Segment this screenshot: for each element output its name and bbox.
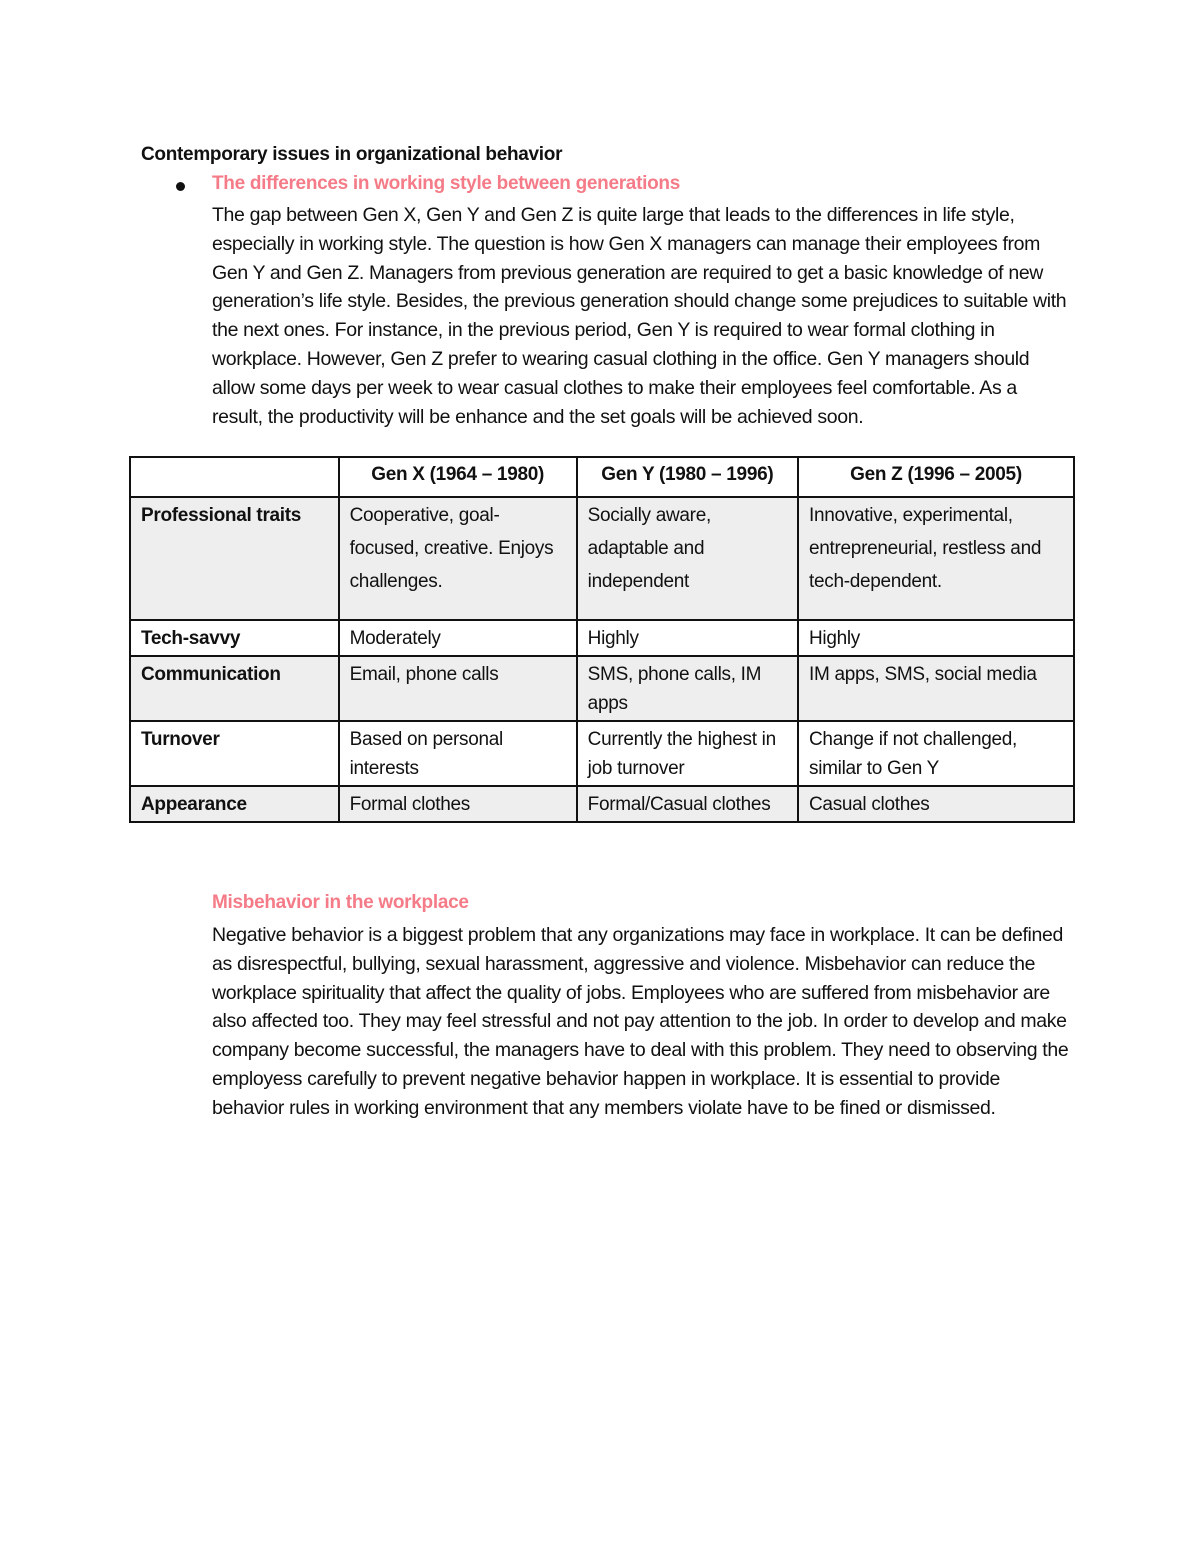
row-label: Appearance [130, 786, 339, 822]
misbehavior-paragraph [212, 921, 1072, 1123]
table-cell: Moderately [339, 620, 577, 656]
table-header-cell [130, 457, 339, 497]
section-heading-misbehavior: Misbehavior in the workplace [212, 892, 469, 913]
table-row [130, 786, 1074, 822]
table-cell: Formal clothes [339, 786, 577, 822]
table-row [130, 656, 1074, 721]
generations-table [129, 456, 1075, 823]
table-cell: Formal/Casual clothes [577, 786, 798, 822]
paragraph-text: The gap between Gen X, Gen Y and Gen Z is quite large that leads to the differences in life style, especially in working style. The question is how Gen X managers can manage their employees from Gen Y and Gen Z. Managers from previous generation are required to get a basic knowledge of new generation’s life style. Besides, the previous generation should change some prejudices to suitable with the next ones. For instance, in the previous period, Gen Y is required to wear formal clothing in workplace. However, Gen Z prefer to wearing casual clothing in the office. Gen Y managers should allow some days per week to wear casual clothes to make their employees feel comfortable. As a result, the productivity will be enhance and the set goals will be achieved soon. [212, 204, 1067, 428]
table-cell: Innovative, experimental, entrepreneurial, restless and tech-dependent. [798, 497, 1074, 620]
table-row [130, 721, 1074, 786]
section-heading-generations: The differences in working style between generations [212, 173, 680, 194]
row-label: Communication [130, 656, 339, 721]
table-row [130, 620, 1074, 656]
table-cell: IM apps, SMS, social media [798, 656, 1074, 721]
row-label: Professional traits [130, 497, 339, 620]
table-cell: Currently the highest in job turnover [577, 721, 798, 786]
row-label: Turnover [130, 721, 339, 786]
table-cell: Change if not challenged, similar to Gen Y [798, 721, 1074, 786]
table-header-cell: Gen X (1964 – 1980) [339, 457, 577, 497]
table-cell: Email, phone calls [339, 656, 577, 721]
generations-paragraph [212, 201, 1072, 431]
table-header-cell: Gen Y (1980 – 1996) [577, 457, 798, 497]
bullet-icon [176, 182, 185, 191]
row-label: Tech-savvy [130, 620, 339, 656]
table-header-row [130, 457, 1074, 497]
table-cell: Cooperative, goal-focused, creative. Enjoys challenges. [339, 497, 577, 620]
table-cell: Highly [798, 620, 1074, 656]
document-title: Contemporary issues in organizational behavior [141, 144, 563, 165]
table-header-cell: Gen Z (1996 – 2005) [798, 457, 1074, 497]
table-cell: Highly [577, 620, 798, 656]
table-cell: Casual clothes [798, 786, 1074, 822]
table-cell: Socially aware, adaptable and independent [577, 497, 798, 620]
paragraph-text: Negative behavior is a biggest problem that any organizations may face in workplace. It can be defined as disrespectful, bullying, sexual harassment, aggressive and violence. Misbehavior can reduce the workplace spirituality that affect the quality of jobs. Employees who are suffered from misbehavior are also affected too. They may feel stressful and not pay attention to the job. In order to develop and make company become successful, the managers have to deal with this problem. They need to observing the employess carefully to prevent negative behavior happen in workplace. It is essential to provide behavior rules in working environment that any members violate have to be fined or dismissed. [212, 924, 1069, 1119]
table-cell: SMS, phone calls, IM apps [577, 656, 798, 721]
table-row [130, 497, 1074, 620]
table-cell: Based on personal interests [339, 721, 577, 786]
